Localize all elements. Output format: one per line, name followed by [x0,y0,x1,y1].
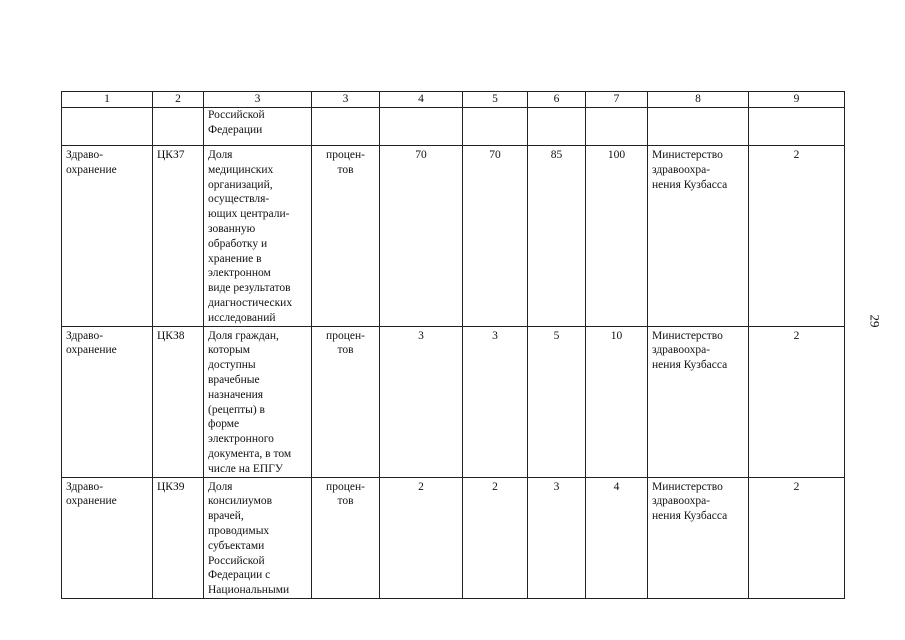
text-line: охранение [66,163,117,176]
header-cell: 9 [749,92,845,108]
sphere-cell [62,326,153,477]
value-cell [586,326,648,477]
text-line: осуществля- [208,193,270,206]
text-line: диагностических [208,296,293,309]
text-line: ющих централи- [208,208,290,221]
text-line: процен- [326,480,365,493]
text-line: Здраво- [66,149,104,161]
page-number: 29 [867,314,883,328]
text-line: Доля [208,480,233,493]
cell-text: 2 [418,480,424,493]
value-cell [528,146,586,327]
text-line: назначения [208,388,264,401]
text-line: Здраво- [66,480,104,493]
header-cell: 1 [62,92,153,108]
text-line: исследований [208,311,276,324]
cell-text: 70 [415,149,427,161]
code-cell [153,146,204,327]
value-cell [749,477,845,598]
text-line: Российской [208,554,265,567]
header-cell: 5 [463,92,528,108]
text-line: здравоохра- [652,163,711,176]
cell-text: 70 [489,149,501,161]
text-line: зованную [208,222,256,235]
header-cell: 2 [153,92,204,108]
cell-text: 3 [492,329,498,342]
text-line: проводимых [208,524,270,537]
text-line: здравоохра- [652,344,711,357]
value-cell [380,326,463,477]
text-line: форме [208,418,240,431]
cell-text: ЦКЗ7 [157,149,185,161]
indicator-cell [204,146,312,327]
text-line: нения Кузбасса [652,359,728,372]
indicator-cell [204,326,312,477]
text-line: нения Кузбасса [652,510,728,523]
text-line: Доля [208,149,233,161]
code-cell [153,326,204,477]
sphere-cell [62,477,153,598]
indicators-table [61,91,845,599]
unit-cell [312,146,380,327]
code-cell [153,477,204,598]
unit-cell [312,326,380,477]
responsible-cell [648,477,749,598]
cell-text: ЦКЗ9 [157,480,185,493]
text-line: Федерации [208,123,263,136]
text-line: Национальными [208,584,290,597]
cell-text: 3 [418,329,424,342]
value-cell [586,146,648,327]
text-line: Российской [208,109,265,121]
text-line: здравоохра- [652,495,711,508]
cell-text: ЦКЗ8 [157,329,185,342]
table-row [62,146,845,327]
text-line: электронного [208,433,274,446]
text-line: врачебные [208,373,260,386]
text-line: документа, в том [208,447,292,460]
text-line: электронном [208,267,271,280]
text-line: процен- [326,329,365,342]
header-cell: 7 [586,92,648,108]
value-cell [586,477,648,598]
header-cell: 8 [648,92,749,108]
text-line: врачей, [208,510,244,523]
cell-text: 2 [492,480,498,493]
text-line: субъектами [208,539,265,552]
value-cell [380,146,463,327]
text-line: хранение в [208,252,262,265]
header-cell: 4 [380,92,463,108]
header-cell: 6 [528,92,586,108]
value-cell [528,326,586,477]
cell-text: 85 [550,149,563,161]
text-line: Министерство [652,480,723,493]
cell-text: 2 [793,329,800,342]
continuation-row [62,108,845,146]
header-row [62,92,845,108]
header-cell: 3 [312,92,380,108]
sphere-cell [62,146,153,327]
value-cell [528,477,586,598]
header-cell: 3 [204,92,312,108]
continuation-indicator-cell [204,108,312,146]
cell-text: 10 [610,329,623,342]
text-line: консилиумов [208,495,273,508]
text-line: (рецепты) в [208,403,265,416]
cell-text: 2 [793,480,800,493]
text-line: нения Кузбасса [652,178,728,191]
cell-text: 2 [793,149,800,161]
text-line: Доля граждан, [208,329,279,342]
text-line: тов [337,495,354,508]
text-line: Министерство [652,149,723,161]
text-line: доступны [208,359,256,372]
value-cell [463,326,528,477]
text-line: обработку и [208,237,268,250]
text-line: Министерство [652,329,723,342]
value-cell [380,477,463,598]
responsible-cell [648,326,749,477]
text-line: Федерации с [208,569,271,582]
value-cell [463,146,528,327]
text-line: тов [337,163,354,176]
value-cell [749,146,845,327]
text-line: числе на ЕПГУ [208,462,284,475]
cell-text: 3 [553,480,560,493]
text-line: процен- [326,149,365,161]
text-line: Здраво- [66,329,104,342]
cell-text: 100 [607,149,626,161]
table-row [62,477,845,598]
value-cell [463,477,528,598]
text-line: медицинских [208,163,274,176]
text-line: виде результатов [208,282,291,295]
text-line: охранение [66,495,117,508]
indicator-cell [204,477,312,598]
text-line: тов [337,344,354,357]
text-line: организаций, [208,178,273,191]
cell-text: 5 [553,329,560,342]
responsible-cell [648,146,749,327]
unit-cell [312,477,380,598]
text-line: охранение [66,344,117,357]
table-row [62,326,845,477]
text-line: которым [208,344,250,357]
cell-text: 4 [613,480,620,493]
value-cell [749,326,845,477]
